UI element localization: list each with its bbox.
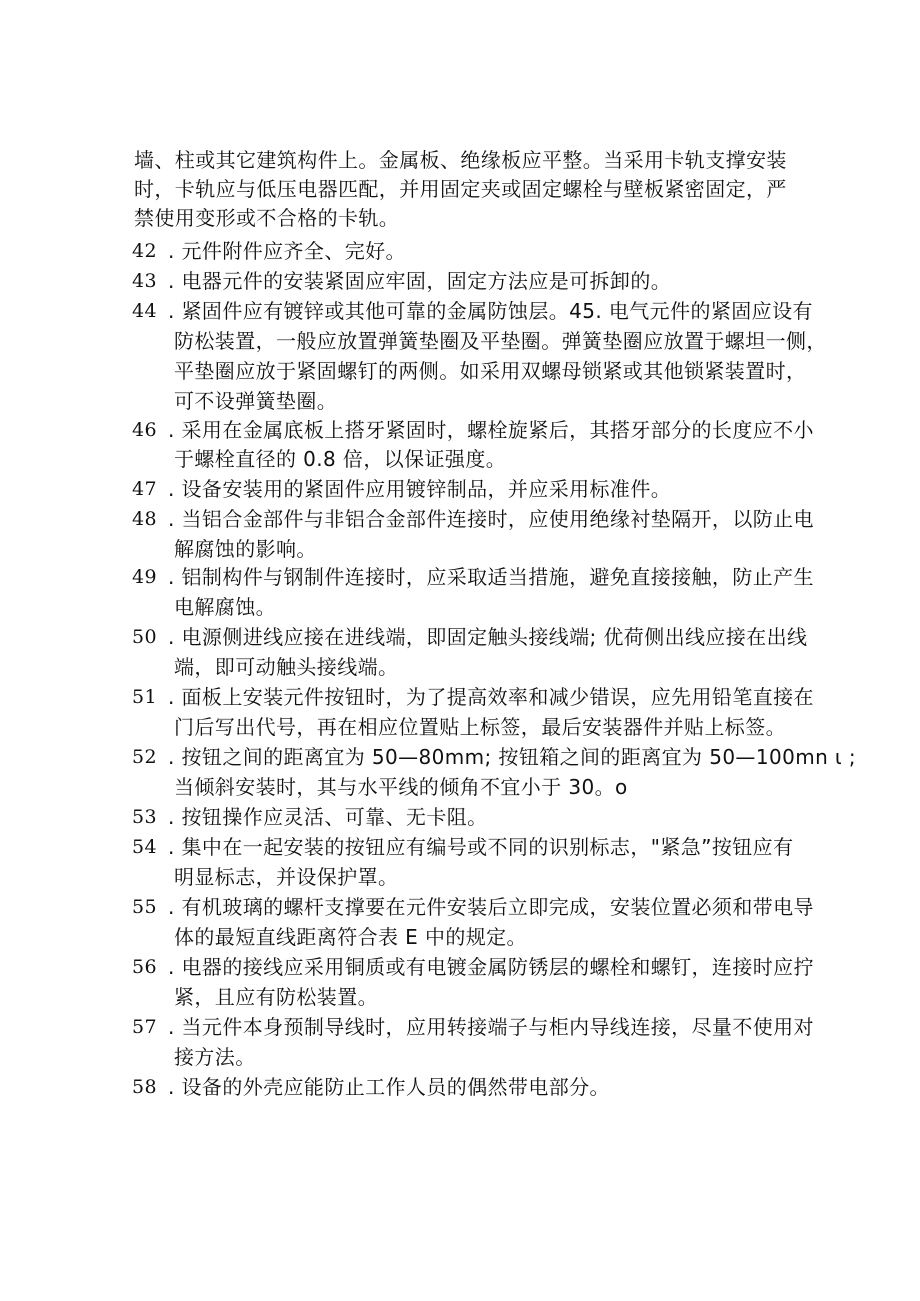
- list-item: [132, 1012, 852, 1072]
- list-item: [132, 416, 852, 474]
- list-item-number: 56: [132, 956, 157, 978]
- list-item-text: [168, 1072, 852, 1102]
- list-item-line: . 当元件本身预制导线时，应用转接端子与柜内导线连接，尽量不使用对: [168, 1015, 814, 1039]
- list-item-line: . 设备的外壳应能防止工作人员的偶然带电部分。: [168, 1075, 610, 1099]
- list-item-line: . 元件附件应齐全、完好。: [168, 239, 406, 263]
- list-item-number: 58: [132, 1076, 157, 1098]
- list-item-line: 防松装置，一般应放置弹簧垫圈及平垫圈。弹簧垫圈应放置于螺坦一侧，: [174, 329, 827, 353]
- list-item-line: . 当铝合金部件与非铝合金部件连接时，应使用绝缘衬垫隔开，以防止电: [168, 507, 814, 531]
- list-item: [132, 802, 852, 832]
- list-item: [132, 832, 852, 892]
- intro-line: 墙、柱或其它建筑构件上。金属板、绝缘板应平整。当采用卡轨支撑安装: [134, 148, 787, 172]
- list-item-number: 43: [132, 270, 157, 292]
- list-item-text: [168, 622, 852, 682]
- list-item-line: . 集中在一起安装的按钮应有编号或不同的识别标志，"紧急”按钮应有: [168, 835, 794, 859]
- list-item-number: 57: [132, 1016, 157, 1038]
- list-item-text: [168, 832, 852, 892]
- list-item-line: 解腐蚀的影响。: [174, 537, 317, 561]
- list-item-number: 46: [132, 419, 157, 441]
- list-item-text: [168, 562, 852, 622]
- list-item-number: 48: [132, 508, 157, 530]
- list-item-text: [168, 266, 852, 296]
- list-item: [132, 296, 852, 416]
- list-item: [132, 1072, 852, 1102]
- list-item-text: [168, 952, 852, 1012]
- intro-line: 禁使用变形或不合格的卡轨。: [134, 206, 400, 230]
- list-item: [132, 622, 852, 682]
- list-item: [132, 474, 852, 504]
- list-item-line: . 面板上安装元件按钮时，为了提高效率和减少错误，应先用铅笔直接在: [168, 685, 814, 709]
- list-item: [132, 504, 852, 564]
- list-item-text: [168, 1012, 852, 1072]
- list-item-line: . 有机玻璃的螺杆支撑要在元件安装后立即完成，安装位置必须和带电导: [168, 895, 814, 919]
- list-item-line: . 紧固件应有镀锌或其他可靠的金属防蚀层。45. 电气元件的紧固应设有: [168, 299, 813, 323]
- list-item-line: . 按钮之间的距离宜为 50—80mm; 按钮箱之间的距离宜为 50—100mn ι ;: [168, 745, 856, 769]
- list-item-line: 紧，且应有防松装置。: [174, 985, 378, 1009]
- list-item-text: [168, 504, 852, 564]
- list-item-line: . 采用在金属底板上搭牙紧固时，螺栓旋紧后，其搭牙部分的长度应不小: [168, 418, 814, 442]
- list-item-line: 于螺栓直径的 0.8 倍，以保证强度。: [174, 447, 507, 471]
- intro-paragraph: [134, 146, 834, 233]
- list-item: [132, 236, 852, 266]
- list-item-line: 电解腐蚀。: [174, 595, 276, 619]
- list-item-number: 52: [132, 746, 157, 768]
- list-item-line: 平垫圈应放于紧固螺钉的两侧。如采用双螺母锁紧或其他锁紧装置时，: [174, 359, 807, 383]
- list-item-text: [168, 296, 852, 416]
- list-item-number: 51: [132, 686, 157, 708]
- list-item-number: 44: [132, 300, 157, 322]
- list-item-text: [168, 682, 852, 742]
- list-item-text: [168, 802, 852, 832]
- list-item-number: 55: [132, 896, 157, 918]
- list-item-line: 接方法。: [174, 1045, 256, 1069]
- list-item: [132, 952, 852, 1012]
- list-item-number: 54: [132, 836, 157, 858]
- list-item-line: 体的最短直线距离符合表 E 中的规定。: [174, 925, 527, 949]
- list-item-text: [168, 416, 852, 474]
- list-item-line: . 电源侧进线应接在进线端，即固定触头接线端; 优荷侧出线应接在出线: [168, 625, 808, 649]
- list-item-line: . 电器元件的安装紧固应牢固，固定方法应是可拆卸的。: [168, 269, 672, 293]
- list-item-number: 49: [132, 566, 157, 588]
- list-item-text: [168, 892, 852, 952]
- list-item-line: . 按钮操作应灵活、可靠、无卡阻。: [168, 805, 488, 829]
- list-item-number: 47: [132, 478, 157, 500]
- list-item-line: . 铝制构件与钢制件连接时，应采取适当措施，避免直接接触，防止产生: [168, 565, 814, 589]
- list-item-number: 53: [132, 806, 157, 828]
- list-item-line: 可不设弹簧垫圈。: [174, 389, 338, 413]
- list-item-line: 当倾斜安装时，其与水平线的倾角不宜小于 30。o: [174, 775, 628, 799]
- list-item-line: 门后写出代号，再在相应位置贴上标签，最后安装器件并贴上标签。: [174, 715, 786, 739]
- list-item-text: [168, 742, 856, 802]
- list-item-line: 明显标志，并设保护罩。: [174, 865, 399, 889]
- list-item: [132, 742, 856, 802]
- list-item-line: . 设备安装用的紧固件应用镀锌制品，并应采用标准件。: [168, 477, 672, 501]
- list-item: [132, 682, 852, 742]
- list-item-line: . 电器的接线应采用铜质或有电镀金属防锈层的螺栓和螺钉，连接时应拧: [168, 955, 814, 979]
- list-item: [132, 266, 852, 296]
- list-item: [132, 562, 852, 622]
- list-item-number: 50: [132, 626, 157, 648]
- list-item-text: [168, 474, 852, 504]
- list-item: [132, 892, 852, 952]
- list-item-text: [168, 236, 852, 266]
- list-item-number: 42: [132, 240, 157, 262]
- list-item-line: 端，即可动触头接线端。: [174, 655, 399, 679]
- intro-line: 时，卡轨应与低压电器匹配，并用固定夹或固定螺栓与壁板紧密固定，严: [134, 177, 787, 201]
